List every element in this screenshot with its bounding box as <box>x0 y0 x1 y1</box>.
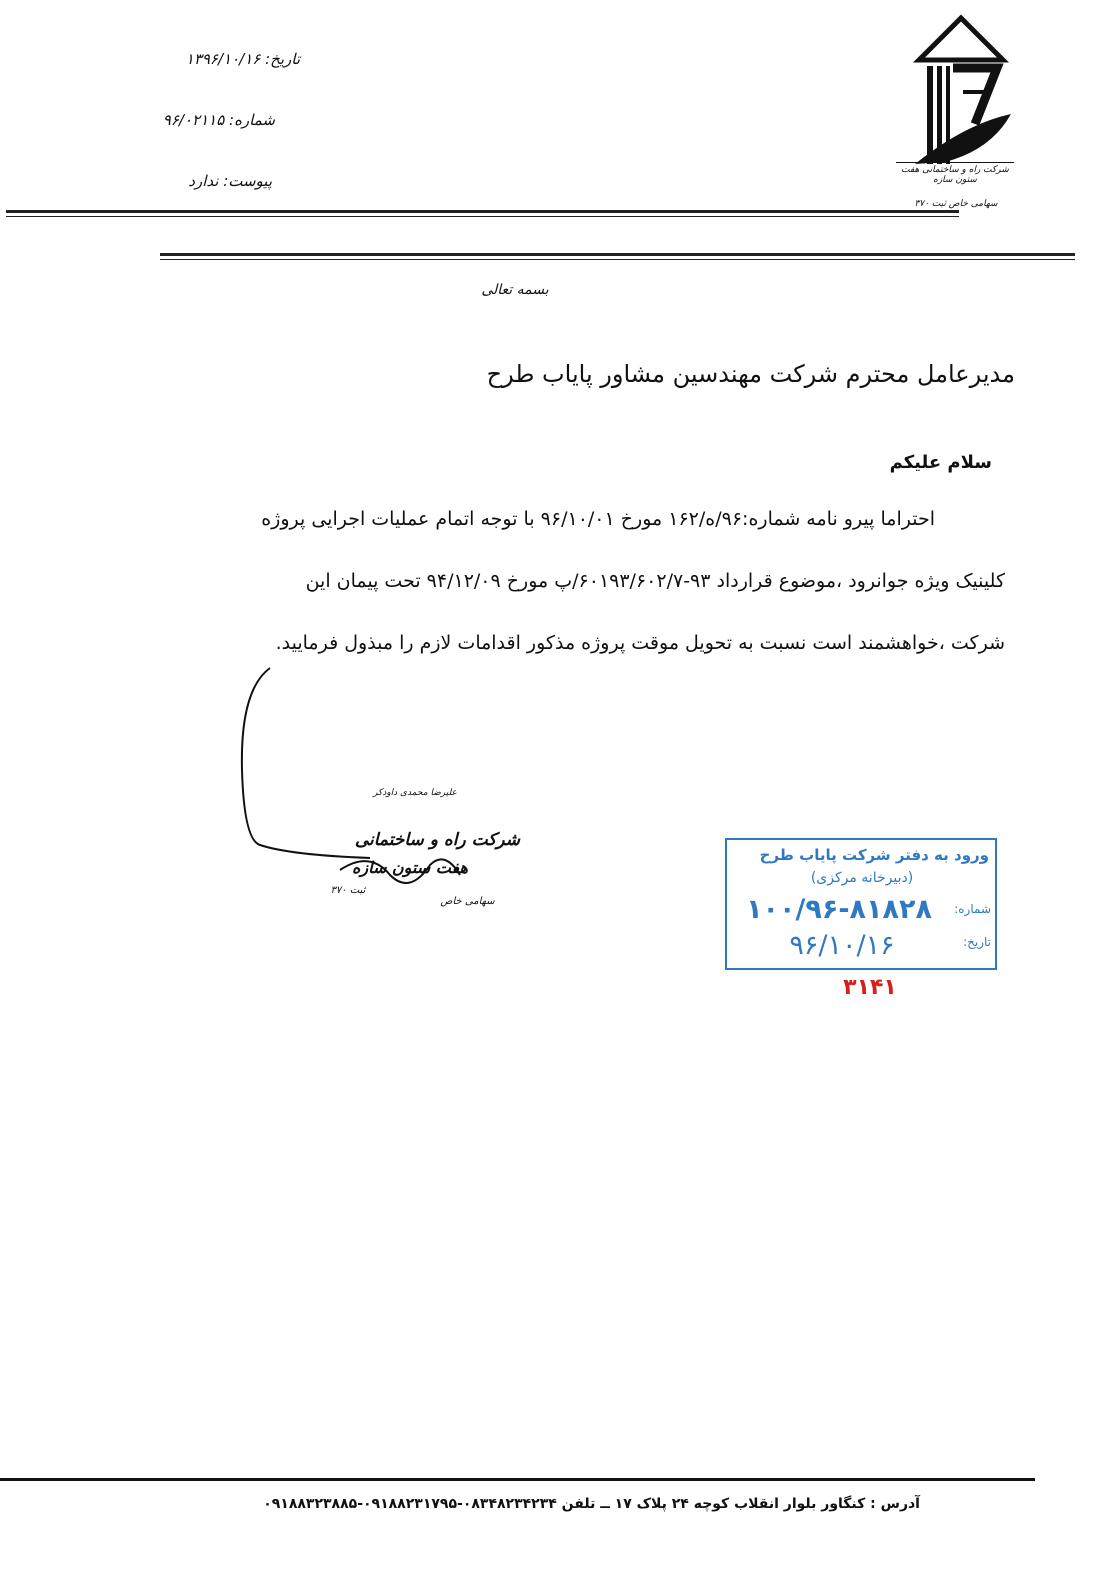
body-line-3: شرکت ،خواهشمند است نسبت به تحویل موقت پروژه مذکور اقدامات لازم را مبذول فرمایید. <box>275 632 1005 654</box>
signature-company-type: سهامی خاص <box>440 896 495 907</box>
receipt-stamp <box>725 838 997 970</box>
handwritten-note: ۳۱۴۱ <box>843 975 897 1000</box>
recipient-line: مدیرعامل محترم شرکت مهندسین مشاور پایاب طرح <box>486 360 1015 388</box>
signature-company-line1: شرکت راه و ساختمانی <box>354 830 520 850</box>
header-divider-mid <box>6 216 959 217</box>
signatory-name: علیرضا محمدی داودکر <box>373 788 457 798</box>
signature-registration: ثبت ۳۷۰ <box>330 885 366 896</box>
letter-attachment: پیوست: ندارد <box>188 172 272 190</box>
stamp-subtitle: (دبیرخانه مرکزی) <box>810 870 914 886</box>
header-divider-bottom <box>160 253 1075 256</box>
body-line-2: کلینیک ویژه جوانرود ،موضوع قرارداد ۹۳-۶۰۱۹۳/۶۰۲/۷/پ مورخ ۹۴/۱۲/۰۹ تحت پیمان این <box>305 570 1005 592</box>
stamp-date-value: ۹۶/۱۰/۱۶ <box>789 930 895 961</box>
opening-invocation: بسمه تعالی <box>481 282 549 298</box>
stamp-title: ورود به دفتر شرکت پایاب طرح <box>759 846 989 864</box>
footer-divider <box>0 1478 1035 1481</box>
stamp-date-label: تاریخ: <box>963 935 991 949</box>
signature-company-line2: هفت ستون سازه <box>351 858 468 877</box>
header-divider-top <box>6 210 959 213</box>
stamp-number-label: شماره: <box>954 902 991 916</box>
letter-date: تاریخ: ۱۳۹۶/۱۰/۱۶ <box>185 50 300 68</box>
greeting: سلام علیکم <box>889 452 992 473</box>
logo-subcaption: سهامی خاص ثبت ۳۷۰ <box>914 199 998 209</box>
logo-caption: شرکت راه و ساختمانی هفت ستون سازه <box>896 162 1014 185</box>
header-divider-bottom-thin <box>160 259 1075 260</box>
stamp-number-value: ۱۰۰/۹۶-۸۱۸۲۸ <box>746 894 932 925</box>
footer-address: آدرس : کنگاور بلوار انقلاب کوچه ۲۴ پلاک ۱۷ ــ تلفن ۰۸۳۴۸۲۳۴۲۳۴-۰۹۱۸۸۲۳۱۷۹۵-۰۹۱۸۸۳۲۳۸۸۵ <box>263 1496 920 1512</box>
body-line-1: احتراما پیرو نامه شماره:۹۶/ه/۱۶۲ مورخ ۹۶/۱۰/۰۱ با توجه اتمام عملیات اجرایی پروژه <box>261 508 935 530</box>
letter-number: شماره: ۹۶/۰۲۱۱۵ <box>162 111 275 129</box>
logo-emblem <box>905 14 1017 174</box>
